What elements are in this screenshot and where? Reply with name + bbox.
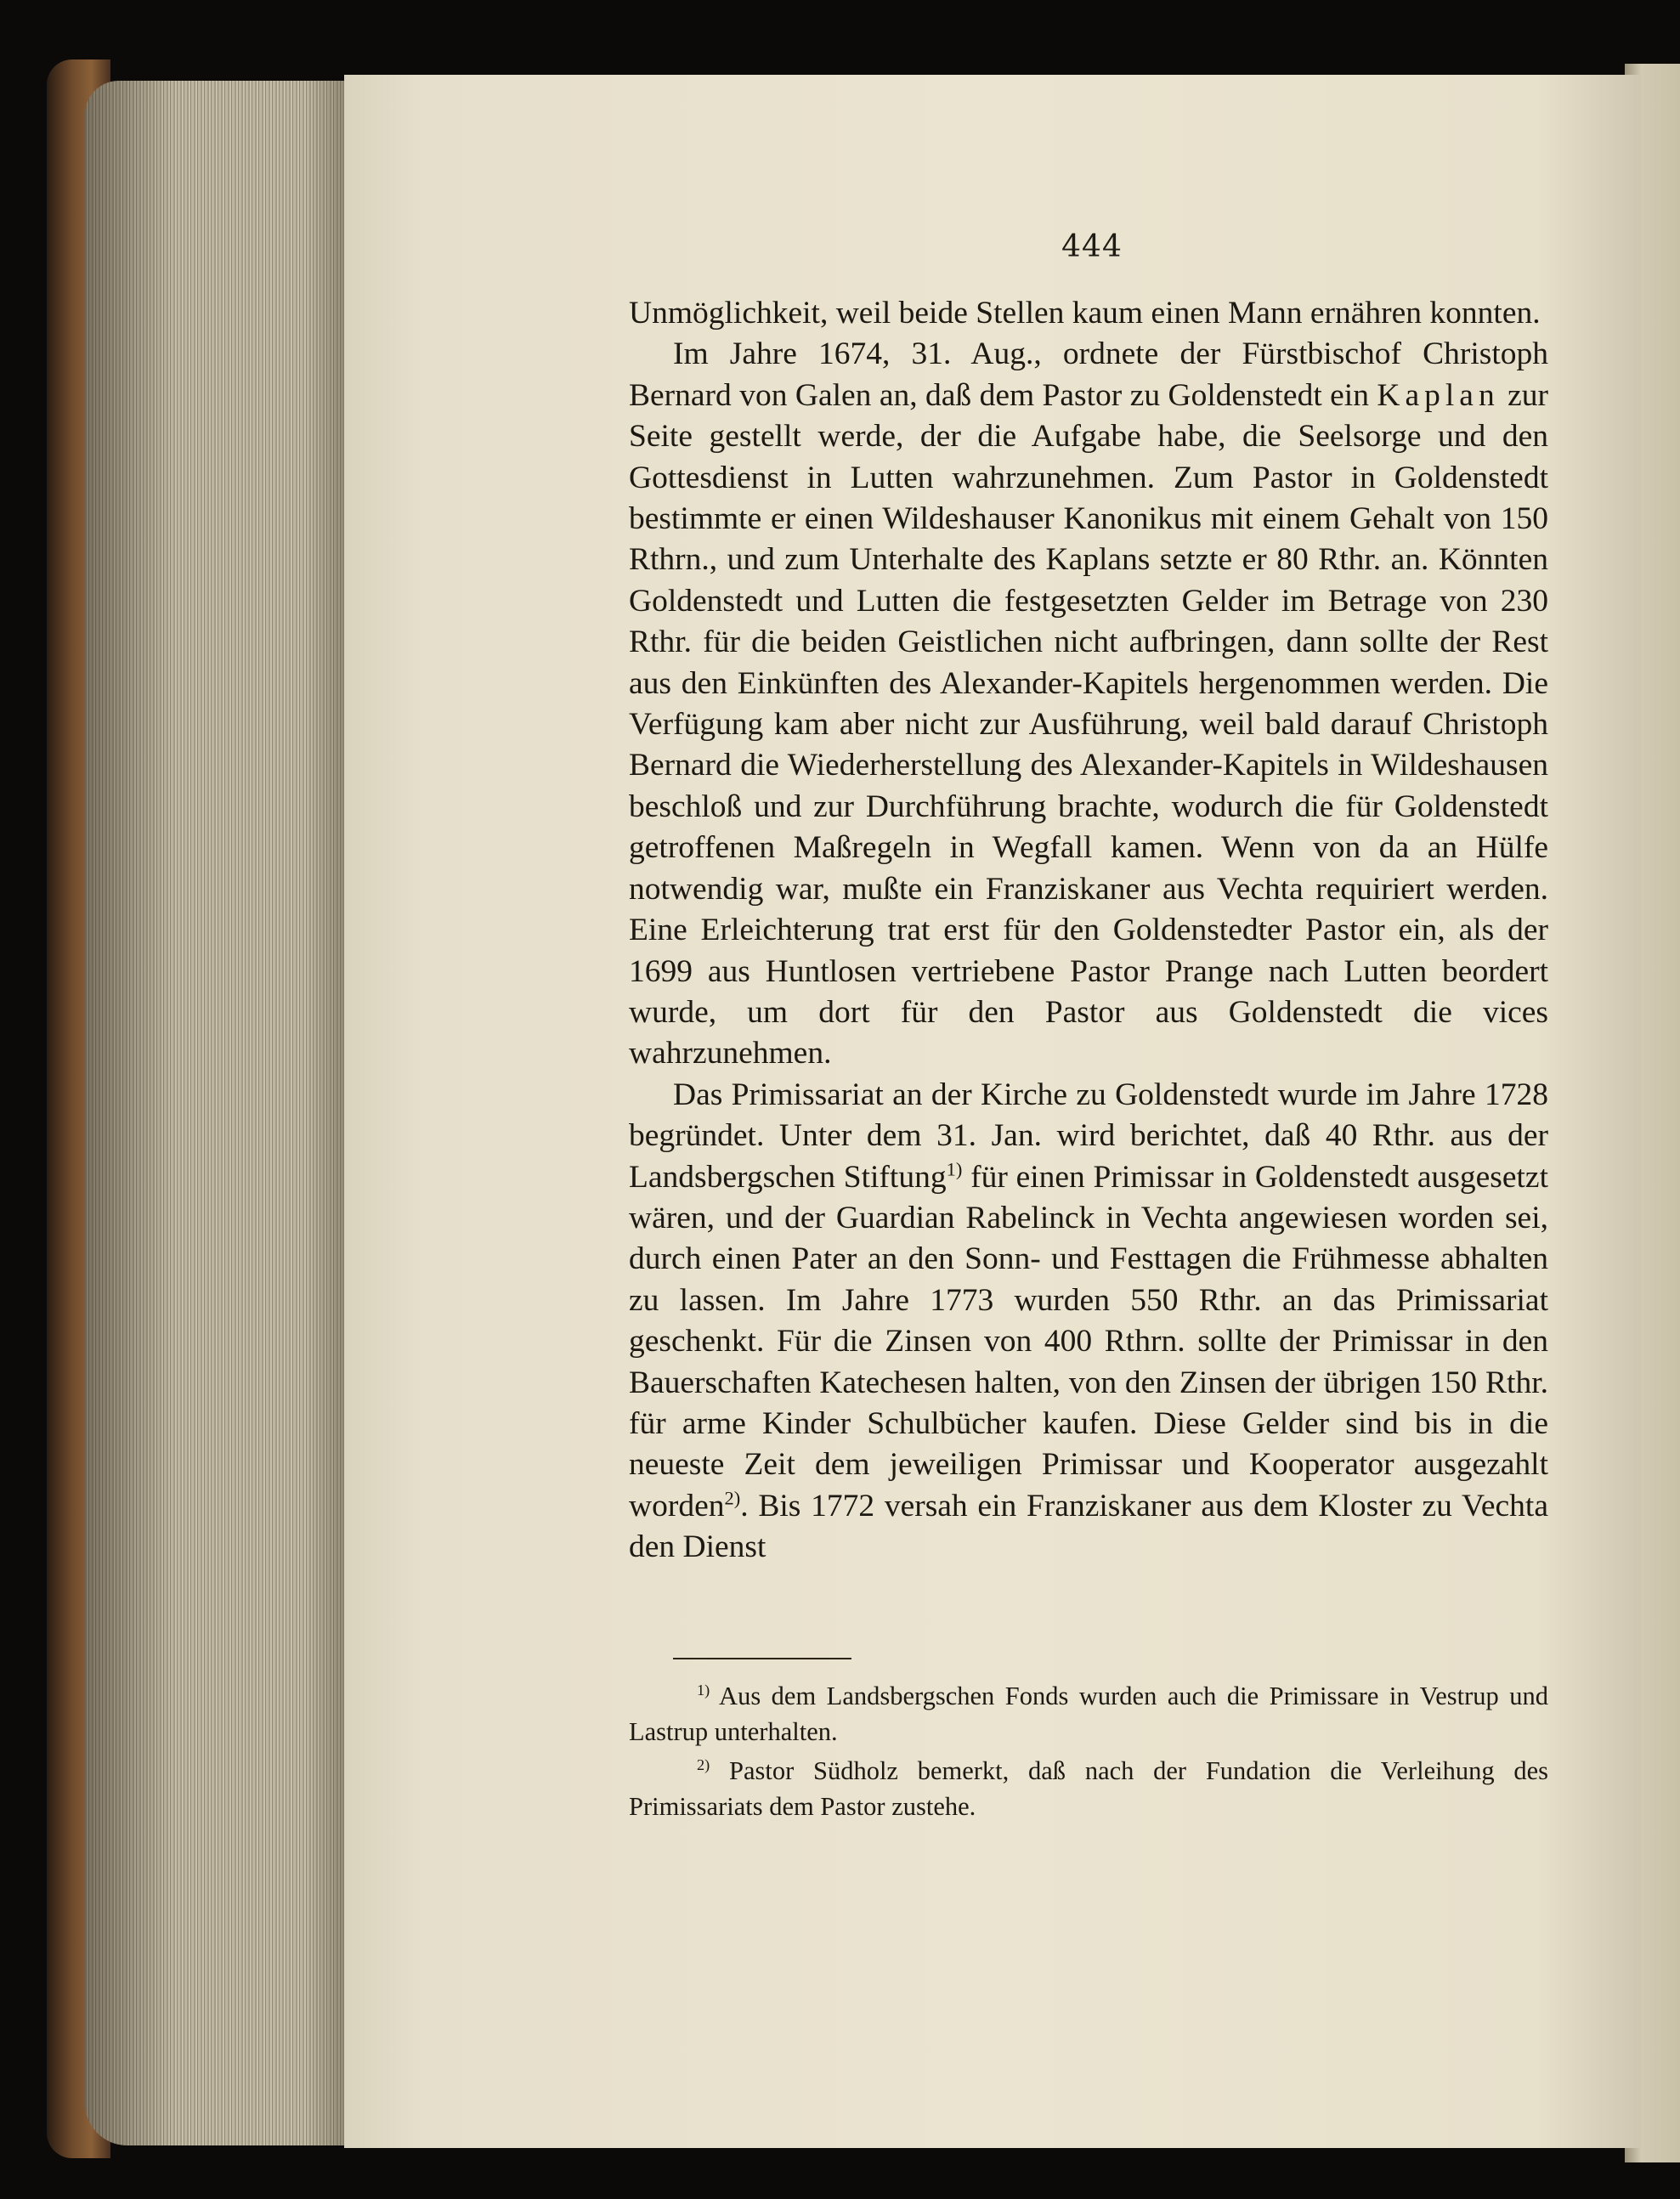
- footnote-1: [629, 1678, 1548, 1750]
- footnote-2-marker: 2): [697, 1755, 710, 1773]
- footnotes: [629, 1678, 1548, 1828]
- footnote-1-text: Aus dem Landsbergschen Fonds wurden auch die Primissare in Vestrup und Lastrup unterhalten.: [629, 1682, 1548, 1746]
- footnote-ref-2: 2): [724, 1487, 741, 1509]
- paragraph-3: [629, 1075, 1548, 1569]
- page-number: 444: [1061, 229, 1123, 264]
- paragraph-2-text-b: zur Seite gestellt werde, der die Aufgabe habe, die Seelsorge und den Gottesdienst in Lutten wahrzunehmen. Zum Pastor in Goldenstedt bestimmte er einen Wildeshauser Kanonikus mit einem Gehalt von 150 Rthrn., und zum Unterhalte des Kaplans setzte er 80 Rthr. an. Könnten Goldenstedt und Lutten die festgesetzten Gelder im Betrage von 230 Rthr. für die beiden Geistlichen nicht aufbringen, dann sollte der Rest aus den Einkünften des Alexander-Kapitels hergenommen werden. Die Verfügung kam aber nicht zur Ausführung, weil bald darauf Christoph Bernard die Wiederherstellung des Alexander-Kapitels in Wildeshausen beschloß und zur Durchführung brachte, wodurch die für Goldenstedt getroffenen Maßregeln in Wegfall kamen. Wenn von da an Hülfe notwendig war, mußte ein Franziskaner aus Vechta requiriert werden. Eine Erleichterung trat erst für den Goldenstedter Pastor ein, als der 1699 aus Huntlosen vertriebene Pastor Prange nach Lutten beordert wurde, um dort für den Pastor aus Goldenstedt die vices wahrzunehmen.: [629, 377, 1549, 1071]
- paragraph-3-text-c: . Bis 1772 versah ein Franziskaner aus dem Kloster zu Vechta den Dienst: [629, 1488, 1548, 1565]
- paragraph-1: Unmöglichkeit, weil beide Stellen kaum einen Mann ernähren konnten.: [629, 296, 1541, 331]
- paragraph-3-text-b: für einen Primissar in Goldenstedt ausgesetzt wären, und der Guardian Rabelinck in Vechta angewiesen worden sei, durch einen Pater an den Sonn- und Festtagen die Frühmesse abhalten zu lassen. Im Jahre 1773 wurden 550 Rthr. an das Primissariat geschenkt. Für die Zinsen von 400 Rthrn. sollte der Primissar in den Bauerschaften Katechesen halten, von den Zinsen der übrigen 150 Rthr. für arme Kinder Schulbücher kaufen. Diese Gelder sind bis in die neueste Zeit dem jeweiligen Primissar und Kooperator ausgezahlt worden: [629, 1159, 1548, 1523]
- footnote-ref-1: 1): [946, 1158, 963, 1180]
- footnote-2: [629, 1753, 1548, 1824]
- paragraph-2-text-a: Im Jahre 1674, 31. Aug., ordnete der Fürstbischof Christoph Bernard von Galen an, daß dem Pastor zu Goldenstedt ein: [629, 336, 1548, 413]
- paragraph-2-spaced-word: Kaplan: [1377, 377, 1500, 413]
- footnote-2-text: Pastor Südholz bemerkt, daß nach der Fundation die Verleihung des Primissariats dem Pastor zustehe.: [629, 1756, 1548, 1821]
- body-text: [629, 293, 1548, 1569]
- paragraph-2: [629, 334, 1548, 1074]
- footnote-1-marker: 1): [697, 1681, 710, 1699]
- footnote-divider: [673, 1658, 851, 1659]
- paragraph-3-text-a: Das Primissariat an der Kirche zu Goldenstedt wurde im Jahre 1728 begründet. Unter dem 31. Jan. wird berichtet, daß 40 Rthr. aus der Landsbergschen Stiftung: [629, 1077, 1548, 1195]
- page-edge-shadow: [85, 81, 344, 2145]
